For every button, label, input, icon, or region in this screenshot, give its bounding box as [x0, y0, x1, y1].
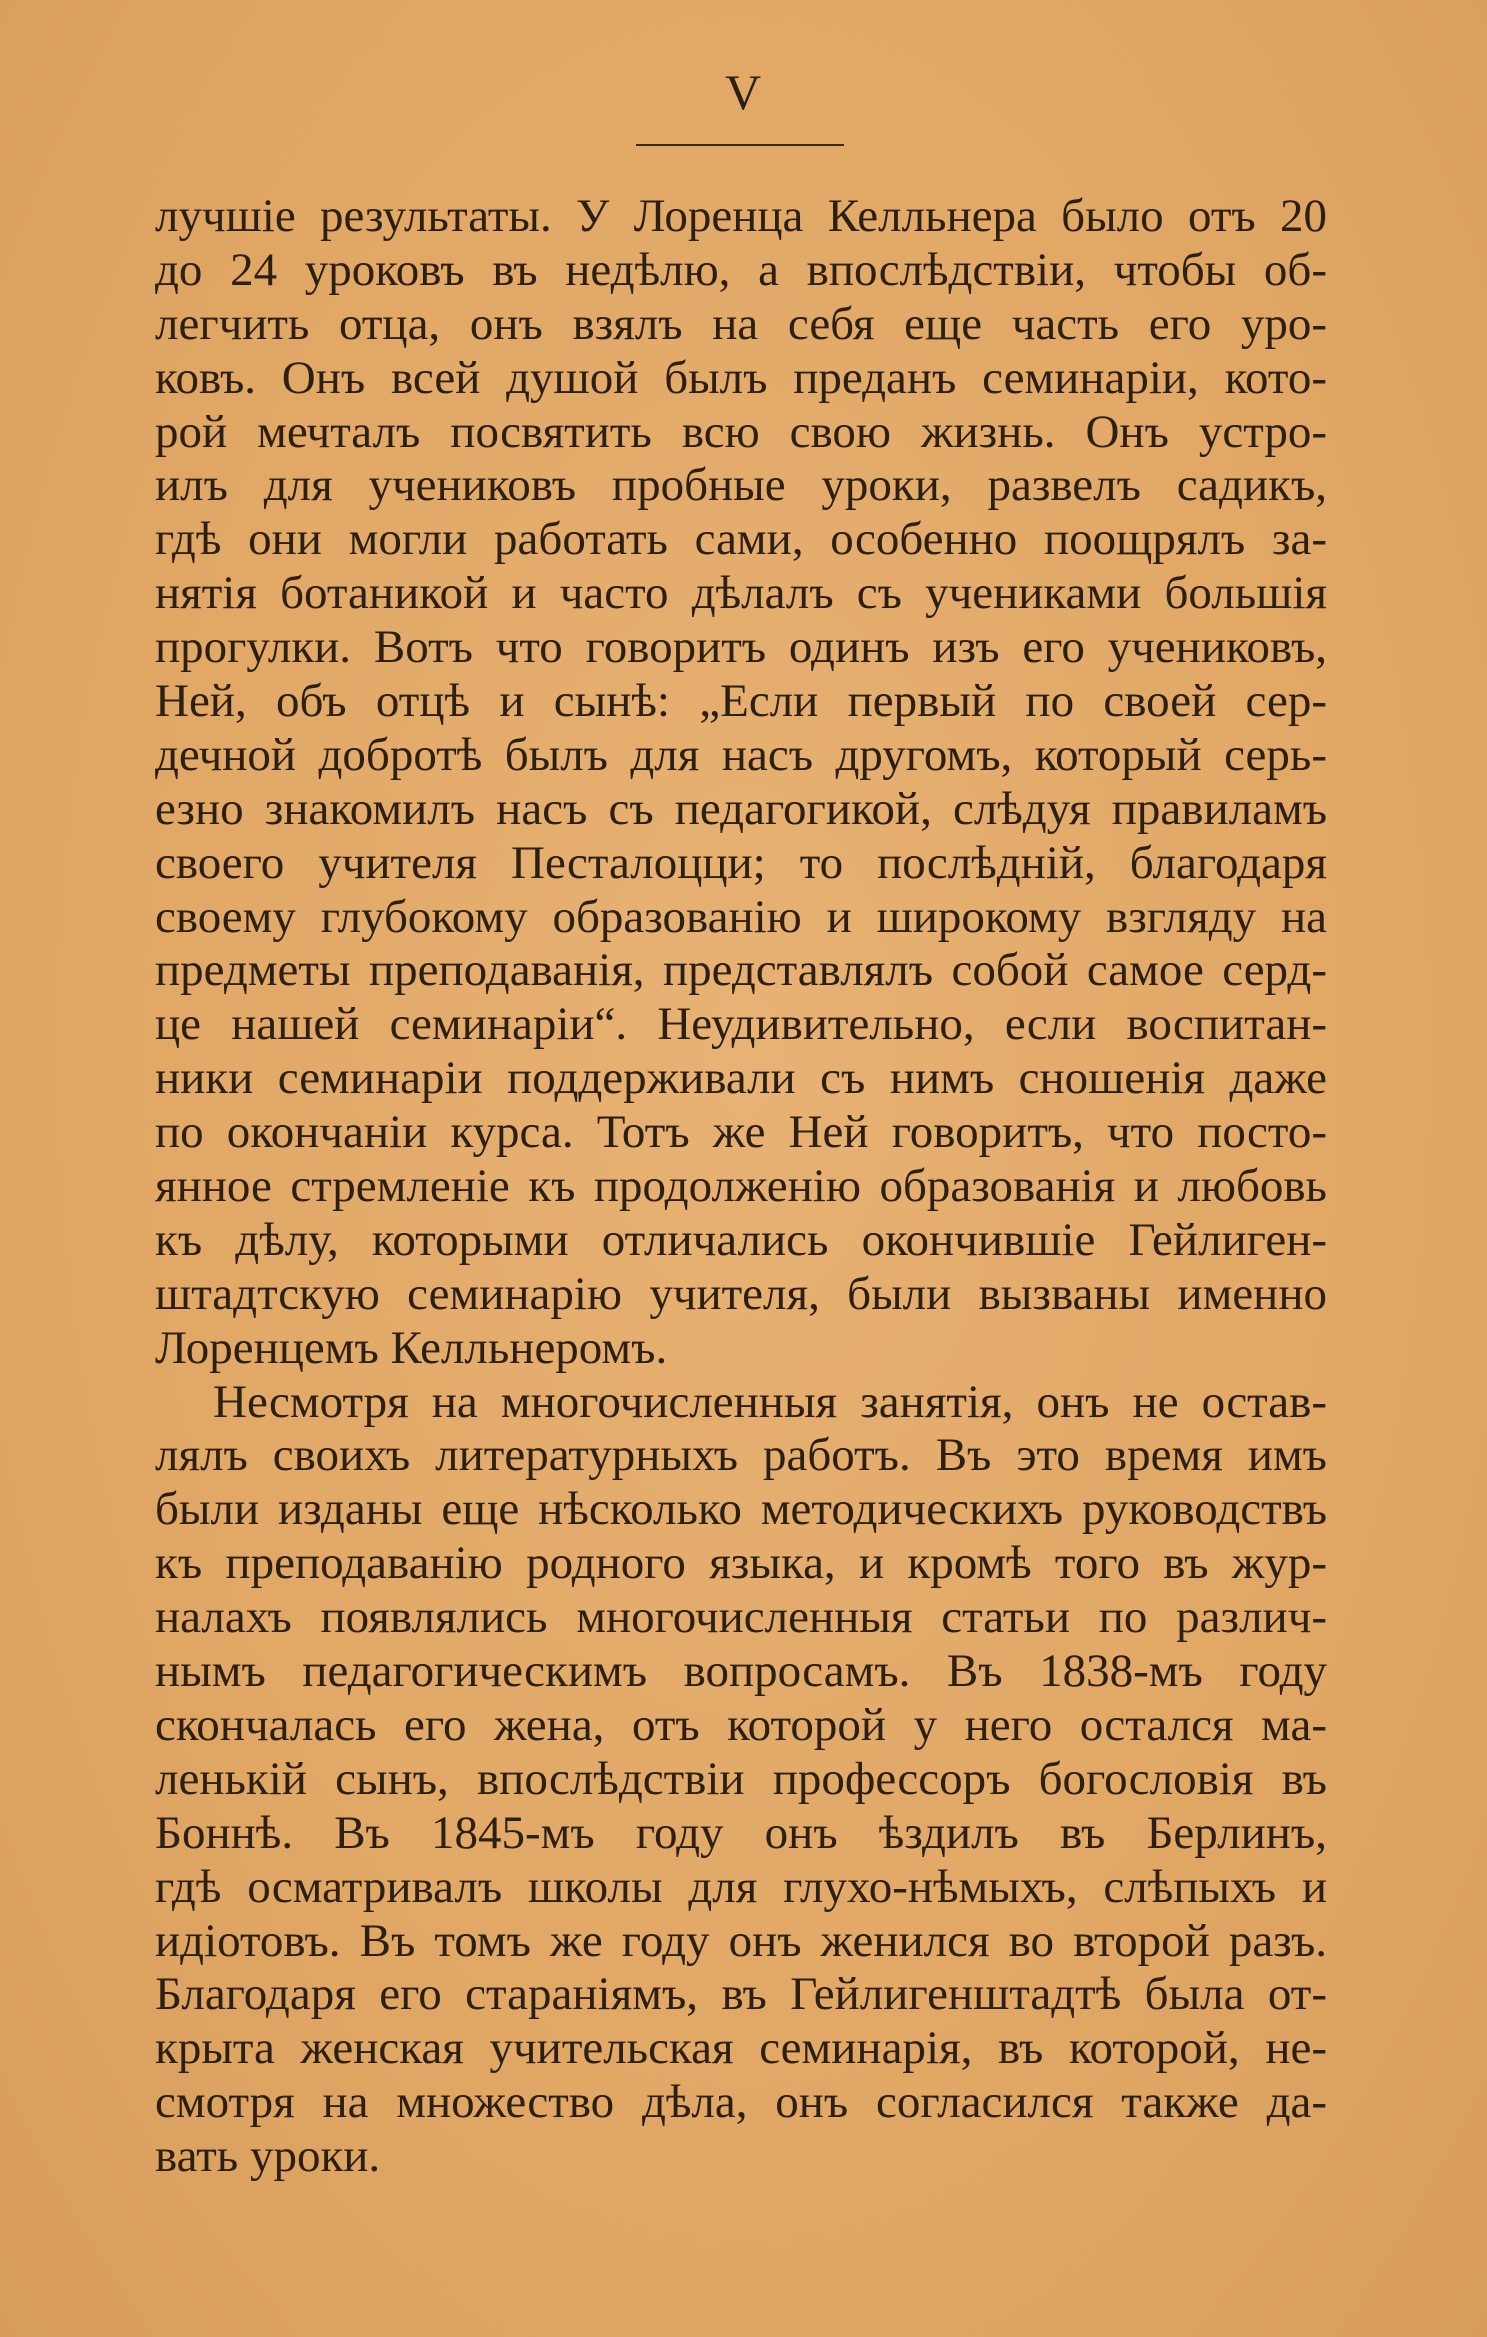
text-line: ники семинарiи поддерживали съ нимъ сношенiя даже	[155, 1052, 1327, 1105]
text-line: налахъ появлялись многочисленныя статьи по различ-	[155, 1591, 1327, 1644]
text-line: Несмотря на многочисленныя занятiя, онъ не остав-	[213, 1375, 1327, 1428]
text-line: гдѣ они могли работать сами, особенно поощрялъ за-	[155, 513, 1327, 566]
text-line: гдѣ осматривалъ школы для глухо-нѣмыхъ, слѣпыхъ и	[155, 1860, 1327, 1913]
paragraph-2	[155, 1376, 1327, 2184]
text-line: янное стремленiе къ продолженiю образованiя и любовь	[155, 1160, 1327, 1213]
text-line: до 24 уроковъ въ недѣлю, а впослѣдствiи, чтобы об-	[155, 243, 1327, 296]
text-line: по окончанiи курса. Тотъ же Ней говоритъ, что посто-	[155, 1106, 1327, 1159]
text-line: Боннѣ. Въ 1845-мъ году онъ ѣздилъ въ Берлинъ,	[155, 1806, 1327, 1859]
page-number: V	[724, 64, 763, 120]
text-line: ковъ. Онъ всей душой былъ преданъ семинарiи, кото-	[155, 351, 1327, 404]
text-line: своего учителя Песталоцци; то послѣднiй, благодаря	[155, 836, 1327, 889]
text-line: нятiя ботаникой и часто дѣлалъ съ учениками большiя	[155, 567, 1327, 620]
text-line: илъ для учениковъ пробные уроки, развелъ садикъ,	[155, 459, 1327, 512]
text-line: вать уроки.	[155, 2130, 381, 2183]
text-line: ленькiй сынъ, впослѣдствiи профессоръ богословiя въ	[155, 1752, 1327, 1805]
text-line: Лоренцемъ Келльнеромъ.	[155, 1321, 668, 1374]
text-line: были изданы еще нѣсколько методическихъ руководствъ	[155, 1483, 1327, 1536]
text-line: езно знакомилъ насъ съ педагогикой, слѣдуя правиламъ	[155, 782, 1327, 835]
text-line: штадтскую семинарiю учителя, были вызваны именно	[155, 1267, 1327, 1320]
text-line: скончалась его жена, отъ которой у него остался ма-	[155, 1698, 1327, 1751]
text-line: прогулки. Вотъ что говоритъ одинъ изъ его учениковъ,	[155, 621, 1327, 674]
text-line: це нашей семинарiи“. Неудивительно, если воспитан-	[155, 998, 1327, 1051]
text-line: крыта женская учительская семинарiя, въ которой, не-	[155, 2022, 1327, 2075]
text-line: идiотовъ. Въ томъ же году онъ женился во второй разъ.	[155, 1914, 1327, 1967]
text-line: смотря на множество дѣла, онъ согласился также да-	[155, 2076, 1327, 2129]
text-line: легчить отца, онъ взялъ на себя еще часть его уро-	[155, 297, 1327, 350]
text-line: предметы преподаванiя, представлялъ собой самое серд-	[155, 944, 1327, 997]
text-line: рой мечталъ посвятить всю свою жизнь. Онъ устро-	[155, 405, 1327, 458]
text-line: къ дѣлу, которыми отличались окончившiе Гейлиген-	[155, 1213, 1327, 1266]
text-line: лялъ своихъ литературныхъ работъ. Въ это время имъ	[155, 1429, 1327, 1482]
text-line: лучшiе результаты. У Лоренца Келльнера было отъ 20	[155, 190, 1327, 242]
text-line: нымъ педагогическимъ вопросамъ. Въ 1838-мъ году	[155, 1645, 1327, 1698]
text-line: своему глубокому образованiю и широкому взгляду на	[155, 890, 1327, 943]
text-line: дечной добротѣ былъ для насъ другомъ, который серь-	[155, 728, 1327, 781]
text-line: Благодаря его старанiямъ, въ Гейлигенштадтѣ была от-	[155, 1968, 1327, 2021]
body-text	[155, 190, 1327, 2184]
text-line: Ней, объ отцѣ и сынѣ: „Если первый по своей сер-	[155, 675, 1327, 728]
paragraph-1	[155, 190, 1327, 1376]
header-rule	[636, 144, 844, 146]
text-line: къ преподаванiю родного языка, и кромѣ того въ жур-	[155, 1537, 1327, 1590]
